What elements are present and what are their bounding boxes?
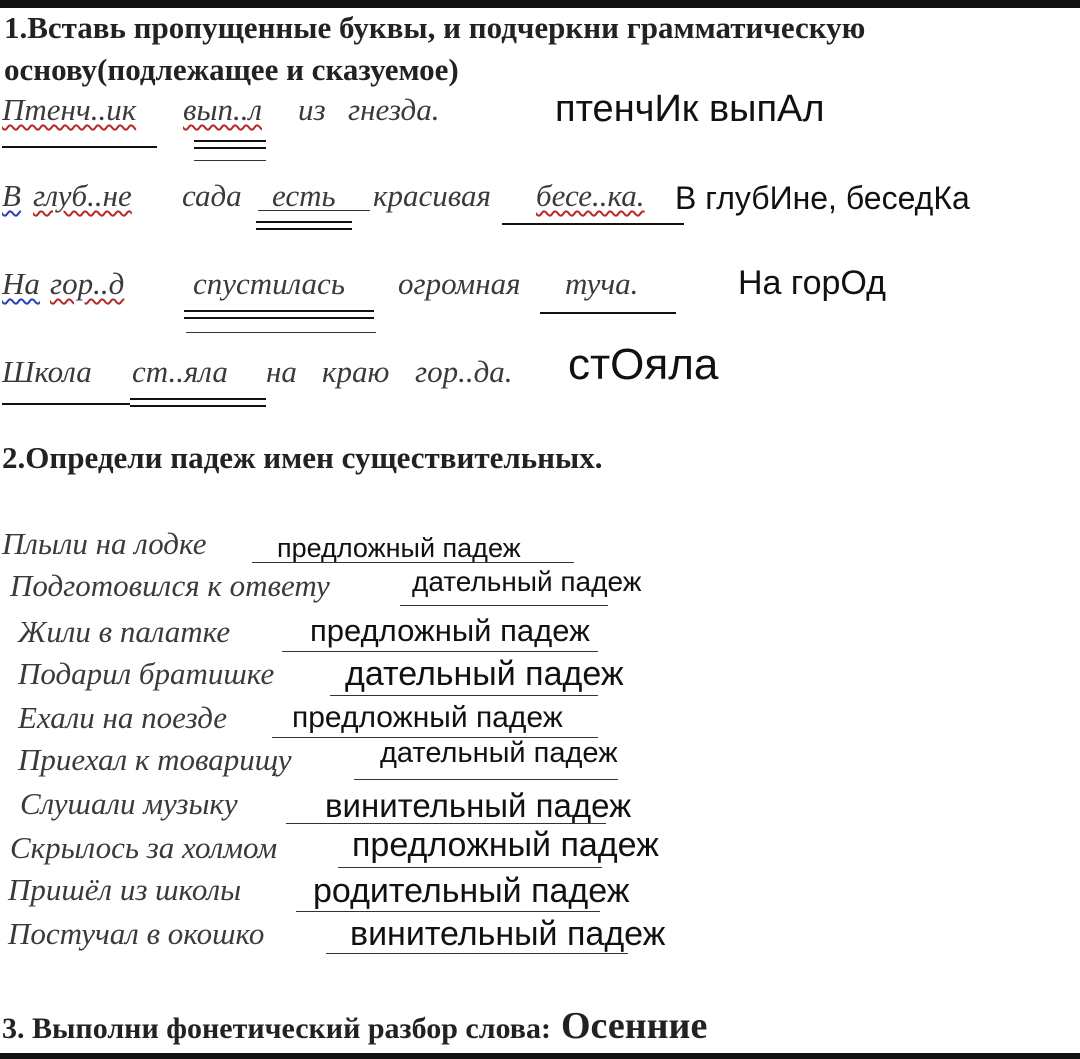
subject-underline	[502, 223, 684, 225]
answer-2: В глубИне, беседКа	[675, 180, 970, 216]
subject-underline	[2, 403, 130, 405]
word: бесе..ка.	[536, 178, 645, 213]
case-phrase: Слушали музыку	[20, 786, 238, 821]
task3	[2, 1004, 707, 1048]
word: гор..д	[50, 266, 125, 301]
case-phrase: Подготовился к ответу	[10, 568, 330, 603]
word: на	[266, 354, 297, 389]
word: огромная	[398, 266, 521, 301]
word: краю	[322, 354, 390, 389]
case-phrase: Постучал в окошко	[8, 916, 265, 951]
predicate-underline	[186, 332, 376, 333]
task3-word: Осенние	[561, 1005, 708, 1047]
word: сада	[182, 178, 242, 213]
predicate-underline	[184, 310, 374, 319]
answer-1: птенчИк выпАл	[555, 88, 825, 130]
task1-title-line2: основу(подлежащее и сказуемое)	[4, 52, 459, 87]
case-phrase: Приехал к товарищу	[18, 742, 292, 777]
case-answer: предложный падеж	[292, 701, 563, 734]
case-answer: винительный падеж	[350, 915, 666, 953]
answer-line	[354, 779, 618, 780]
task1-title-line1: 1.Вставь пропущенные буквы, и подчеркни грамматическую	[4, 10, 866, 45]
predicate-underline	[256, 221, 352, 230]
word: из	[298, 92, 326, 127]
answer-line	[400, 605, 608, 606]
answer-line	[286, 823, 606, 824]
task2-title: 2.Определи падеж имен существительных.	[2, 440, 603, 475]
predicate-underline	[194, 160, 266, 161]
case-answer: предложный падеж	[310, 613, 590, 648]
word: гнезда.	[348, 92, 440, 127]
word: В	[2, 178, 21, 213]
predicate-underline	[130, 398, 266, 407]
word: ст..яла	[132, 354, 228, 389]
case-answer: предложный падеж	[277, 533, 521, 563]
answer-line	[252, 562, 574, 563]
word: вып..л	[183, 92, 262, 127]
task3-title: 3. Выполни фонетический разбор слова:	[2, 1012, 551, 1045]
answer-line	[338, 867, 602, 868]
answer-line	[296, 911, 600, 912]
case-phrase: Плыли на лодке	[2, 526, 207, 561]
answer-3: На горОд	[738, 264, 886, 302]
subject-underline	[2, 146, 157, 148]
bottom-border	[0, 1053, 1080, 1059]
case-answer: дательный падеж	[412, 566, 642, 597]
word: красивая	[373, 178, 491, 213]
case-answer: винительный падеж	[325, 787, 632, 824]
case-answer: дательный падеж	[380, 737, 618, 769]
answer-line	[282, 651, 598, 652]
word: Птенч..ик	[2, 92, 137, 127]
word: Школа	[2, 354, 92, 389]
top-border	[0, 0, 1080, 8]
answer-line	[330, 695, 598, 696]
word: На	[2, 266, 40, 301]
word: глуб..не	[33, 178, 132, 213]
case-phrase: Пришёл из школы	[8, 872, 242, 907]
case-phrase: Скрылось за холмом	[10, 830, 278, 865]
word: есть	[272, 178, 336, 213]
case-phrase: Подарил братишке	[18, 656, 275, 691]
case-phrase: Ехали на поезде	[18, 700, 228, 735]
answer-4: стОяла	[568, 340, 719, 389]
answer-line	[326, 953, 628, 954]
word: спустилась	[193, 266, 345, 301]
predicate-underline	[194, 140, 266, 149]
case-answer: дательный падеж	[345, 655, 624, 693]
blank-line	[258, 210, 370, 211]
case-answer: предложный падеж	[352, 826, 659, 864]
case-answer: родительный падеж	[313, 872, 630, 910]
word: гор..да.	[415, 354, 513, 389]
word: туча.	[565, 266, 639, 301]
subject-underline	[540, 312, 676, 314]
case-phrase: Жили в палатке	[18, 614, 231, 649]
